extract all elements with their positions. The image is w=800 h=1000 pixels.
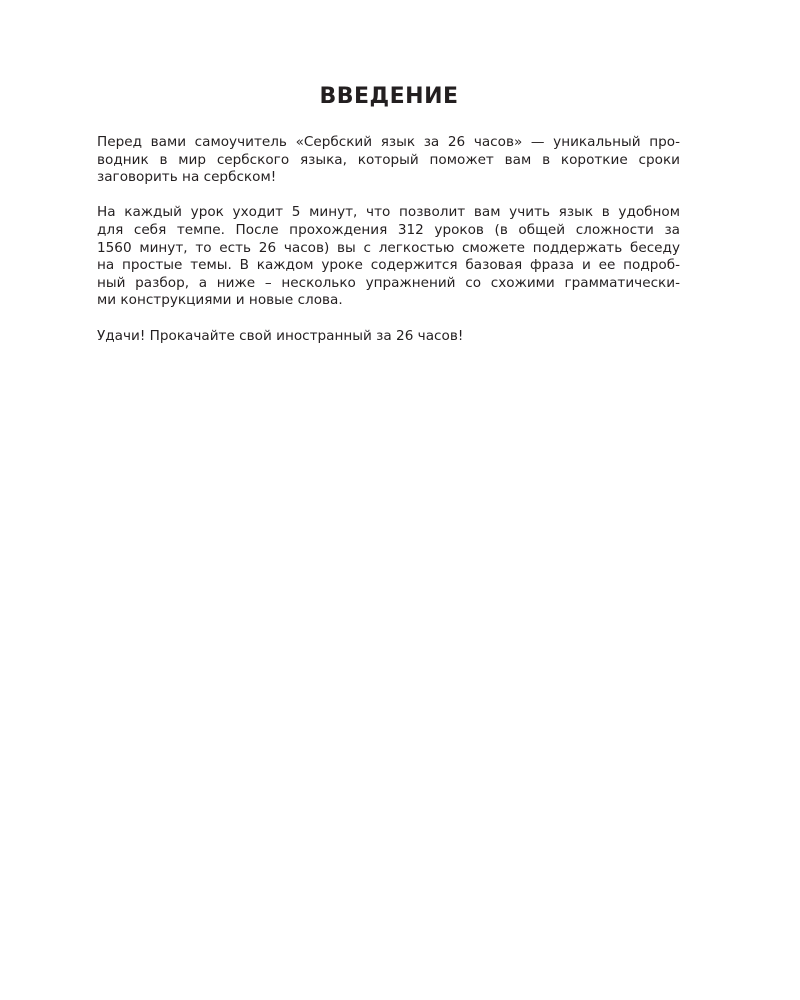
text-line: заговорить на сербском! (97, 169, 277, 186)
text-line: на простые темы. В каждом уроке содержится базовая фраза и ее подроб- (97, 257, 680, 274)
text-line: Удачи! Прокачайте свой иностранный за 26 часов! (97, 327, 464, 344)
paragraph-1 (97, 134, 680, 187)
introduction-text (97, 134, 680, 363)
text-line: ми конструкциями и новые слова. (97, 292, 343, 309)
text-line: водник в мир сербского языка, который поможет вам в короткие сроки (97, 151, 680, 168)
text-line: 1560 минут, то есть 26 часов) вы с легкостью сможете поддержать беседу (97, 239, 680, 256)
text-line: На каждый урок уходит 5 минут, что позволит вам учить язык в удобном (97, 204, 680, 221)
page-title: ВВЕДЕНИЕ (319, 84, 459, 109)
text-line: для себя темпе. После прохождения 312 уроков (в общей сложности за (97, 221, 680, 238)
paragraph-2 (97, 204, 680, 310)
paragraph-3 (97, 328, 680, 346)
text-line: ный разбор, а ниже – несколько упражнений со схожими грамматически- (97, 274, 680, 291)
text-line: Перед вами самоучитель «Сербский язык за 26 часов» — уникальный про- (97, 134, 680, 150)
